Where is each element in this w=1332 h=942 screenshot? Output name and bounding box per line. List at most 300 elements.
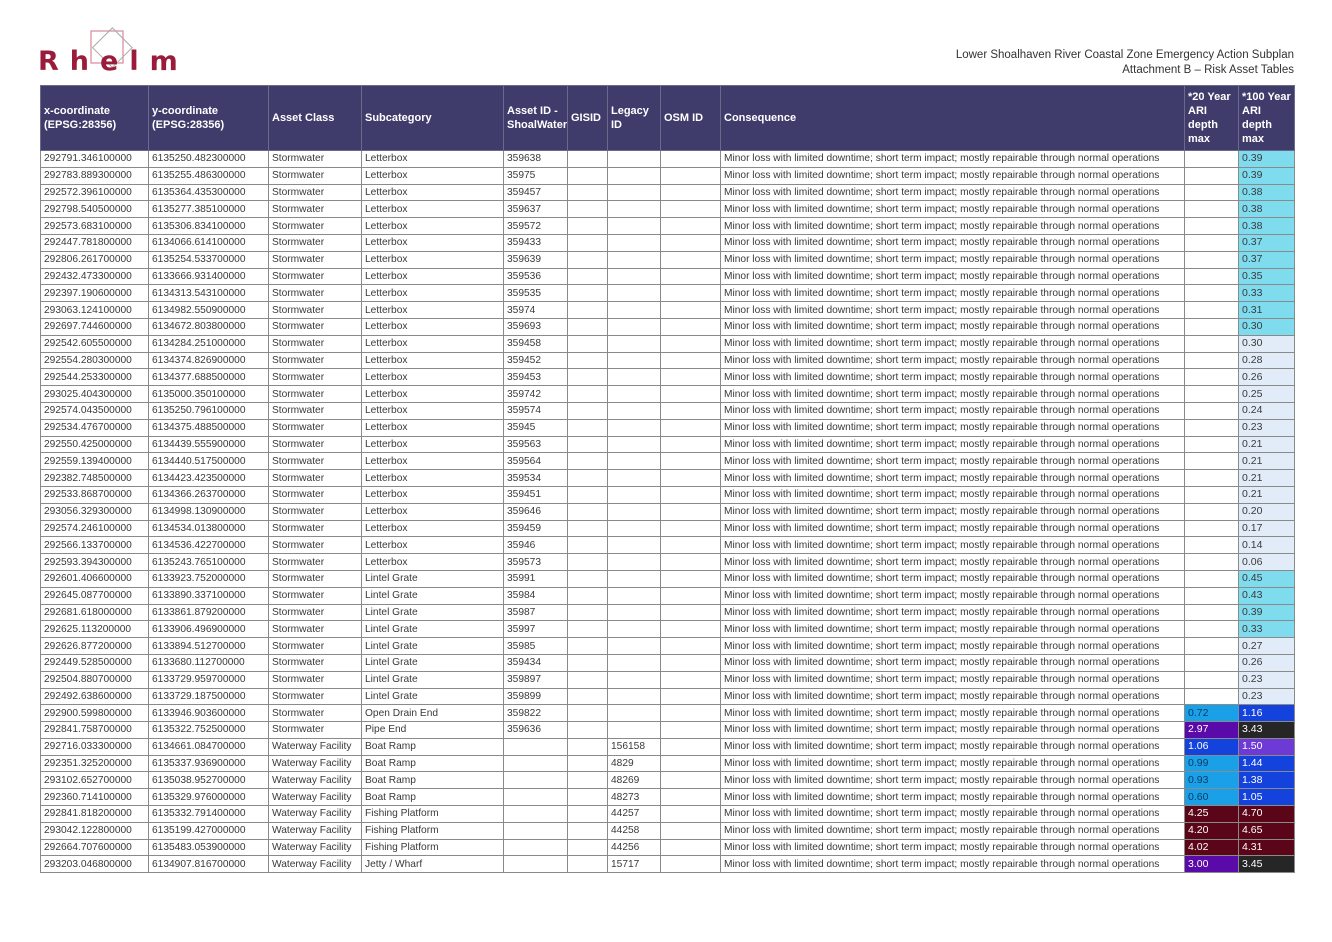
legacy-id-cell [608,335,661,352]
gisid-cell [568,302,608,319]
depth-100yr-cell: 0.28 [1239,352,1295,369]
consequence-cell: Minor loss with limited downtime; short term impact; mostly repairable through normal operations [721,537,1185,554]
y-coordinate-cell: 6135337.936900000 [149,755,269,772]
depth-100yr-cell: 1.16 [1239,705,1295,722]
col-y-coordinate: y-coordinate (EPSG:28356) [149,86,269,151]
y-coordinate-cell: 6134377.688500000 [149,369,269,386]
x-coordinate-cell: 293102.652700000 [41,772,149,789]
gisid-cell [568,352,608,369]
asset-id-cell: 35946 [504,537,568,554]
asset-id-cell: 35945 [504,419,568,436]
legacy-id-cell [608,621,661,638]
subcategory-cell: Letterbox [362,520,504,537]
x-coordinate-cell: 292559.139400000 [41,453,149,470]
depth-20yr-cell: 0.72 [1185,705,1239,722]
asset-id-cell: 359434 [504,654,568,671]
y-coordinate-cell: 6135332.791400000 [149,806,269,823]
gisid-cell [568,688,608,705]
asset-class-cell: Stormwater [269,302,362,319]
consequence-cell: Minor loss with limited downtime; short term impact; mostly repairable through normal operations [721,486,1185,503]
depth-20yr-cell [1185,570,1239,587]
subcategory-cell: Fishing Platform [362,806,504,823]
col-legacy-id: Legacy ID [608,86,661,151]
consequence-cell: Minor loss with limited downtime; short term impact; mostly repairable through normal operations [721,705,1185,722]
rhelm-logo [38,22,188,78]
osm-id-cell [661,520,721,537]
y-coordinate-cell: 6135329.976000000 [149,789,269,806]
x-coordinate-cell: 292593.394300000 [41,554,149,571]
table-row [41,486,1295,503]
consequence-cell: Minor loss with limited downtime; short term impact; mostly repairable through normal operations [721,151,1185,168]
depth-100yr-cell: 0.33 [1239,621,1295,638]
x-coordinate-cell: 292554.280300000 [41,352,149,369]
asset-class-cell: Stormwater [269,503,362,520]
legacy-id-cell [608,352,661,369]
depth-100yr-cell: 0.23 [1239,688,1295,705]
depth-100yr-cell: 3.43 [1239,722,1295,739]
asset-class-cell: Stormwater [269,419,362,436]
depth-100yr-cell: 4.70 [1239,806,1295,823]
asset-class-cell: Stormwater [269,234,362,251]
y-coordinate-cell: 6134284.251000000 [149,335,269,352]
depth-20yr-cell: 0.93 [1185,772,1239,789]
subcategory-cell: Letterbox [362,268,504,285]
x-coordinate-cell: 292542.605500000 [41,335,149,352]
asset-id-cell: 359822 [504,705,568,722]
asset-id-cell [504,772,568,789]
depth-20yr-cell: 3.00 [1185,856,1239,873]
depth-20yr-cell: 0.60 [1185,789,1239,806]
gisid-cell [568,503,608,520]
asset-id-cell: 35974 [504,302,568,319]
consequence-cell: Minor loss with limited downtime; short term impact; mostly repairable through normal operations [721,738,1185,755]
depth-20yr-cell [1185,688,1239,705]
col-20yr-depth: *20 Year ARI depth max [1185,86,1239,151]
asset-id-cell [504,856,568,873]
osm-id-cell [661,638,721,655]
osm-id-cell [661,335,721,352]
asset-id-cell: 359458 [504,335,568,352]
col-osm-id: OSM ID [661,86,721,151]
asset-class-cell: Waterway Facility [269,822,362,839]
depth-100yr-cell: 1.38 [1239,772,1295,789]
asset-class-cell: Stormwater [269,352,362,369]
depth-100yr-cell: 0.39 [1239,151,1295,168]
osm-id-cell [661,722,721,739]
table-row [41,587,1295,604]
asset-class-cell: Stormwater [269,402,362,419]
osm-id-cell [661,806,721,823]
asset-class-cell: Waterway Facility [269,856,362,873]
asset-class-cell: Stormwater [269,386,362,403]
asset-class-cell: Stormwater [269,184,362,201]
subcategory-cell: Letterbox [362,151,504,168]
asset-class-cell: Stormwater [269,201,362,218]
y-coordinate-cell: 6134998.130900000 [149,503,269,520]
depth-100yr-cell: 3.45 [1239,856,1295,873]
y-coordinate-cell: 6134374.826900000 [149,352,269,369]
table-row [41,839,1295,856]
asset-class-cell: Stormwater [269,335,362,352]
subcategory-cell: Pipe End [362,722,504,739]
gisid-cell [568,234,608,251]
osm-id-cell [661,470,721,487]
asset-id-cell: 35991 [504,570,568,587]
table-row [41,671,1295,688]
osm-id-cell [661,621,721,638]
subcategory-cell: Lintel Grate [362,587,504,604]
legacy-id-cell [608,302,661,319]
x-coordinate-cell: 292447.781800000 [41,234,149,251]
table-row [41,688,1295,705]
gisid-cell [568,705,608,722]
subcategory-cell: Letterbox [362,537,504,554]
y-coordinate-cell: 6133894.512700000 [149,638,269,655]
table-row [41,806,1295,823]
depth-20yr-cell [1185,369,1239,386]
legacy-id-cell [608,688,661,705]
consequence-cell: Minor loss with limited downtime; short term impact; mostly repairable through normal operations [721,453,1185,470]
subcategory-cell: Letterbox [362,554,504,571]
consequence-cell: Minor loss with limited downtime; short term impact; mostly repairable through normal operations [721,621,1185,638]
depth-100yr-cell: 0.38 [1239,218,1295,235]
table-row [41,201,1295,218]
depth-100yr-cell: 0.25 [1239,386,1295,403]
osm-id-cell [661,839,721,856]
consequence-cell: Minor loss with limited downtime; short term impact; mostly repairable through normal operations [721,839,1185,856]
gisid-cell [568,722,608,739]
table-row [41,570,1295,587]
subcategory-cell: Lintel Grate [362,671,504,688]
legacy-id-cell [608,251,661,268]
osm-id-cell [661,503,721,520]
asset-id-cell: 359693 [504,318,568,335]
x-coordinate-cell: 292791.346100000 [41,151,149,168]
depth-20yr-cell [1185,537,1239,554]
consequence-cell: Minor loss with limited downtime; short term impact; mostly repairable through normal operations [721,318,1185,335]
asset-id-cell: 359638 [504,151,568,168]
asset-class-cell: Stormwater [269,285,362,302]
depth-100yr-cell: 0.38 [1239,201,1295,218]
y-coordinate-cell: 6134536.422700000 [149,537,269,554]
y-coordinate-cell: 6135255.486300000 [149,167,269,184]
depth-20yr-cell [1185,654,1239,671]
depth-100yr-cell: 4.31 [1239,839,1295,856]
y-coordinate-cell: 6134440.517500000 [149,453,269,470]
asset-id-cell: 359564 [504,453,568,470]
table-row [41,772,1295,789]
legacy-id-cell [608,201,661,218]
osm-id-cell [661,234,721,251]
depth-20yr-cell [1185,302,1239,319]
depth-20yr-cell [1185,604,1239,621]
document-header [956,48,1294,78]
depth-100yr-cell: 0.39 [1239,604,1295,621]
osm-id-cell [661,218,721,235]
table-row [41,268,1295,285]
x-coordinate-cell: 293063.124100000 [41,302,149,319]
consequence-cell: Minor loss with limited downtime; short term impact; mostly repairable through normal operations [721,386,1185,403]
y-coordinate-cell: 6135306.834100000 [149,218,269,235]
x-coordinate-cell: 292783.889300000 [41,167,149,184]
depth-20yr-cell [1185,671,1239,688]
asset-class-cell: Stormwater [269,604,362,621]
asset-id-cell [504,789,568,806]
osm-id-cell [661,151,721,168]
consequence-cell: Minor loss with limited downtime; short term impact; mostly repairable through normal operations [721,570,1185,587]
y-coordinate-cell: 6133946.903600000 [149,705,269,722]
y-coordinate-cell: 6134661.084700000 [149,738,269,755]
x-coordinate-cell: 292534.476700000 [41,419,149,436]
table-row [41,369,1295,386]
consequence-cell: Minor loss with limited downtime; short term impact; mostly repairable through normal operations [721,352,1185,369]
x-coordinate-cell: 292681.618000000 [41,604,149,621]
osm-id-cell [661,755,721,772]
depth-20yr-cell [1185,503,1239,520]
subcategory-cell: Lintel Grate [362,621,504,638]
osm-id-cell [661,486,721,503]
gisid-cell [568,402,608,419]
subcategory-cell: Lintel Grate [362,654,504,671]
y-coordinate-cell: 6135250.796100000 [149,402,269,419]
consequence-cell: Minor loss with limited downtime; short term impact; mostly repairable through normal operations [721,806,1185,823]
gisid-cell [568,369,608,386]
asset-class-cell: Waterway Facility [269,839,362,856]
osm-id-cell [661,453,721,470]
gisid-cell [568,554,608,571]
table-row [41,638,1295,655]
y-coordinate-cell: 6133923.752000000 [149,570,269,587]
depth-20yr-cell [1185,184,1239,201]
y-coordinate-cell: 6133729.187500000 [149,688,269,705]
depth-100yr-cell: 1.50 [1239,738,1295,755]
x-coordinate-cell: 292432.473300000 [41,268,149,285]
depth-20yr-cell [1185,402,1239,419]
document-title: Lower Shoalhaven River Coastal Zone Emergency Action Subplan [955,49,1294,61]
x-coordinate-cell: 292573.683100000 [41,218,149,235]
legacy-id-cell [608,587,661,604]
osm-id-cell [661,738,721,755]
consequence-cell: Minor loss with limited downtime; short term impact; mostly repairable through normal operations [721,419,1185,436]
legacy-id-cell [608,570,661,587]
osm-id-cell [661,436,721,453]
depth-20yr-cell [1185,419,1239,436]
consequence-cell: Minor loss with limited downtime; short term impact; mostly repairable through normal operations [721,587,1185,604]
logo-text: Rhelm [38,46,189,77]
asset-id-cell: 35985 [504,638,568,655]
asset-class-cell: Stormwater [269,705,362,722]
y-coordinate-cell: 6134672.803800000 [149,318,269,335]
table-row [41,554,1295,571]
x-coordinate-cell: 292572.396100000 [41,184,149,201]
consequence-cell: Minor loss with limited downtime; short term impact; mostly repairable through normal operations [721,772,1185,789]
osm-id-cell [661,167,721,184]
depth-100yr-cell: 0.30 [1239,318,1295,335]
x-coordinate-cell: 292697.744600000 [41,318,149,335]
legacy-id-cell [608,436,661,453]
x-coordinate-cell: 292504.880700000 [41,671,149,688]
asset-class-cell: Waterway Facility [269,755,362,772]
gisid-cell [568,268,608,285]
table-row [41,184,1295,201]
asset-class-cell: Stormwater [269,537,362,554]
depth-100yr-cell: 0.31 [1239,302,1295,319]
depth-20yr-cell: 4.25 [1185,806,1239,823]
subcategory-cell: Letterbox [362,251,504,268]
legacy-id-cell [608,318,661,335]
x-coordinate-cell: 292574.246100000 [41,520,149,537]
osm-id-cell [661,554,721,571]
osm-id-cell [661,285,721,302]
depth-20yr-cell: 4.02 [1185,839,1239,856]
asset-id-cell: 359452 [504,352,568,369]
gisid-cell [568,839,608,856]
consequence-cell: Minor loss with limited downtime; short term impact; mostly repairable through normal operations [721,856,1185,873]
y-coordinate-cell: 6134375.488500000 [149,419,269,436]
x-coordinate-cell: 292601.406600000 [41,570,149,587]
y-coordinate-cell: 6134066.614100000 [149,234,269,251]
col-x-coordinate: x-coordinate (EPSG:28356) [41,86,149,151]
depth-100yr-cell: 0.21 [1239,453,1295,470]
table-row [41,755,1295,772]
consequence-cell: Minor loss with limited downtime; short term impact; mostly repairable through normal operations [721,335,1185,352]
depth-20yr-cell [1185,251,1239,268]
x-coordinate-cell: 293203.046800000 [41,856,149,873]
subcategory-cell: Letterbox [362,352,504,369]
asset-class-cell: Stormwater [269,554,362,571]
gisid-cell [568,537,608,554]
x-coordinate-cell: 292841.818200000 [41,806,149,823]
depth-100yr-cell: 0.21 [1239,486,1295,503]
gisid-cell [568,218,608,235]
gisid-cell [568,621,608,638]
depth-100yr-cell: 0.35 [1239,268,1295,285]
asset-class-cell: Stormwater [269,688,362,705]
table-row [41,604,1295,621]
x-coordinate-cell: 292806.261700000 [41,251,149,268]
table-row [41,352,1295,369]
legacy-id-cell [608,520,661,537]
asset-id-cell: 359897 [504,671,568,688]
asset-id-cell: 359535 [504,285,568,302]
asset-class-cell: Waterway Facility [269,806,362,823]
legacy-id-cell [608,419,661,436]
gisid-cell [568,755,608,772]
subcategory-cell: Letterbox [362,285,504,302]
y-coordinate-cell: 6135243.765100000 [149,554,269,571]
gisid-cell [568,335,608,352]
depth-20yr-cell: 0.99 [1185,755,1239,772]
osm-id-cell [661,671,721,688]
asset-id-cell [504,822,568,839]
consequence-cell: Minor loss with limited downtime; short term impact; mostly repairable through normal operations [721,503,1185,520]
x-coordinate-cell: 292397.190600000 [41,285,149,302]
asset-class-cell: Stormwater [269,671,362,688]
subcategory-cell: Fishing Platform [362,839,504,856]
asset-id-cell: 359574 [504,402,568,419]
gisid-cell [568,453,608,470]
depth-20yr-cell [1185,201,1239,218]
depth-20yr-cell: 2.97 [1185,722,1239,739]
asset-id-cell: 359536 [504,268,568,285]
consequence-cell: Minor loss with limited downtime; short term impact; mostly repairable through normal operations [721,554,1185,571]
asset-id-cell: 359573 [504,554,568,571]
subcategory-cell: Letterbox [362,470,504,487]
legacy-id-cell [608,218,661,235]
table-row [41,251,1295,268]
gisid-cell [568,587,608,604]
subcategory-cell: Letterbox [362,201,504,218]
gisid-cell [568,419,608,436]
legacy-id-cell: 44256 [608,839,661,856]
consequence-cell: Minor loss with limited downtime; short term impact; mostly repairable through normal operations [721,470,1185,487]
y-coordinate-cell: 6133906.496900000 [149,621,269,638]
subcategory-cell: Letterbox [362,402,504,419]
subcategory-cell: Letterbox [362,318,504,335]
legacy-id-cell [608,638,661,655]
asset-id-cell: 35987 [504,604,568,621]
gisid-cell [568,520,608,537]
x-coordinate-cell: 292566.133700000 [41,537,149,554]
consequence-cell: Minor loss with limited downtime; short term impact; mostly repairable through normal operations [721,201,1185,218]
consequence-cell: Minor loss with limited downtime; short term impact; mostly repairable through normal operations [721,285,1185,302]
table-row [41,386,1295,403]
x-coordinate-cell: 292492.638600000 [41,688,149,705]
depth-20yr-cell [1185,318,1239,335]
gisid-cell [568,570,608,587]
consequence-cell: Minor loss with limited downtime; short term impact; mostly repairable through normal operations [721,688,1185,705]
subcategory-cell: Letterbox [362,386,504,403]
x-coordinate-cell: 292533.868700000 [41,486,149,503]
depth-100yr-cell: 0.14 [1239,537,1295,554]
gisid-cell [568,806,608,823]
y-coordinate-cell: 6134423.423500000 [149,470,269,487]
osm-id-cell [661,856,721,873]
depth-100yr-cell: 0.26 [1239,369,1295,386]
osm-id-cell [661,772,721,789]
x-coordinate-cell: 292360.714100000 [41,789,149,806]
legacy-id-cell [608,671,661,688]
table-row [41,722,1295,739]
y-coordinate-cell: 6134439.555900000 [149,436,269,453]
table-row [41,453,1295,470]
depth-20yr-cell [1185,285,1239,302]
gisid-cell [568,318,608,335]
depth-100yr-cell: 0.30 [1239,335,1295,352]
y-coordinate-cell: 6133729.959700000 [149,671,269,688]
asset-class-cell: Stormwater [269,251,362,268]
osm-id-cell [661,587,721,604]
consequence-cell: Minor loss with limited downtime; short term impact; mostly repairable through normal operations [721,436,1185,453]
subcategory-cell: Letterbox [362,218,504,235]
asset-class-cell: Stormwater [269,570,362,587]
legacy-id-cell [608,369,661,386]
table-row [41,738,1295,755]
osm-id-cell [661,318,721,335]
asset-id-cell: 359534 [504,470,568,487]
legacy-id-cell [608,486,661,503]
x-coordinate-cell: 292900.599800000 [41,705,149,722]
table-row [41,537,1295,554]
subcategory-cell: Jetty / Wharf [362,856,504,873]
consequence-cell: Minor loss with limited downtime; short term impact; mostly repairable through normal operations [721,671,1185,688]
legacy-id-cell [608,285,661,302]
legacy-id-cell [608,722,661,739]
asset-class-cell: Waterway Facility [269,738,362,755]
table-row [41,285,1295,302]
consequence-cell: Minor loss with limited downtime; short term impact; mostly repairable through normal operations [721,167,1185,184]
y-coordinate-cell: 6135199.427000000 [149,822,269,839]
